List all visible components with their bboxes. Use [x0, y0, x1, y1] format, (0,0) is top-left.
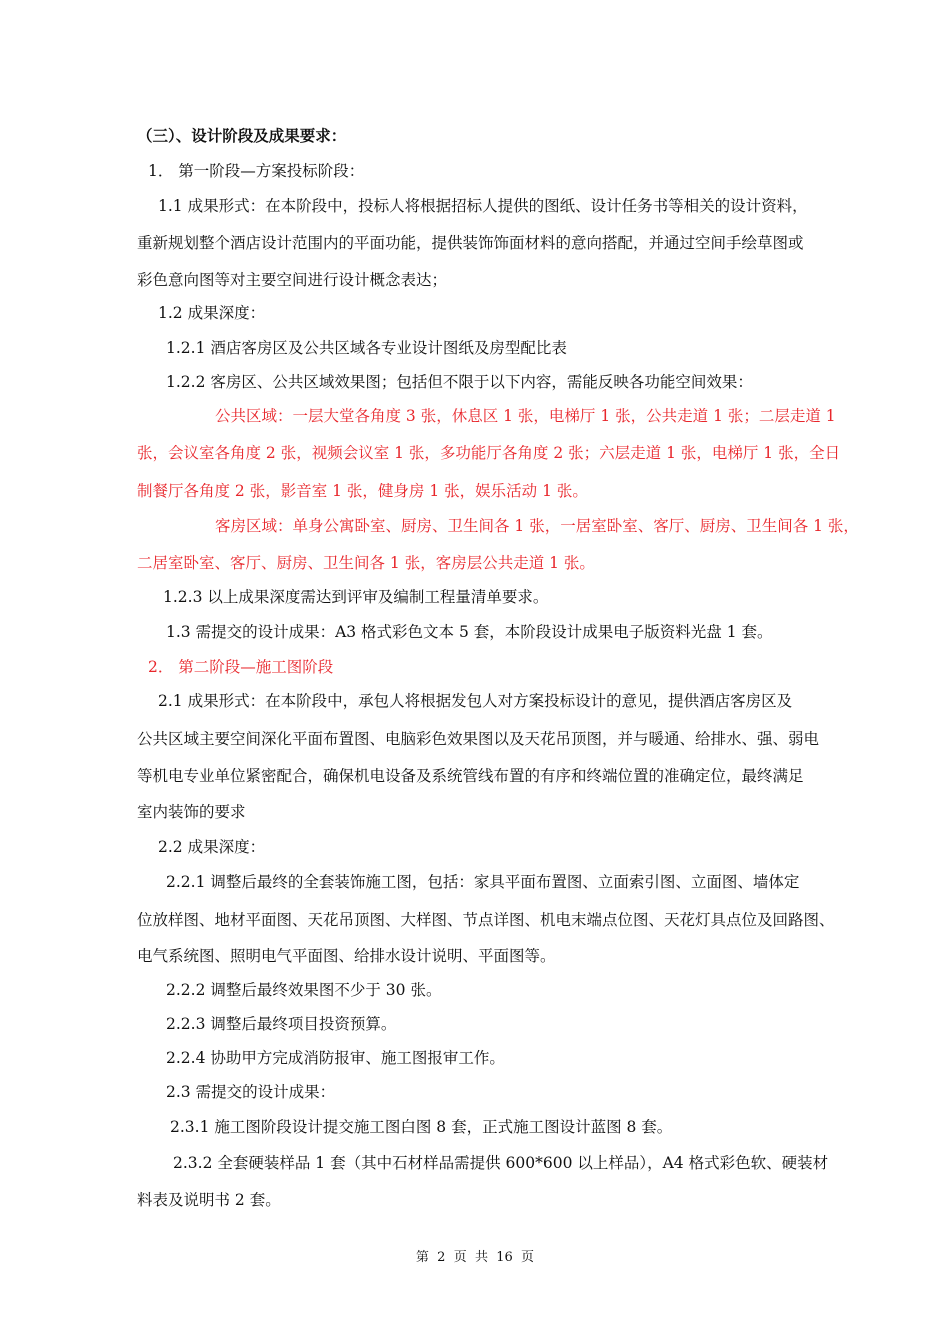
para-2-2-3: 2.2.3 调整后最终项目投资预算。	[166, 1015, 397, 1033]
section-heading: （三）、设计阶段及成果要求：	[137, 126, 347, 145]
room-area-line1: 客房区域：单身公寓卧室、厨房、卫生间各 1 张，一居室卧室、客厅、厨房、卫生间各 1 张，	[215, 517, 859, 535]
para-2-2-1-line2: 位放样图、地材平面图、天花吊顶图、大样图、节点详图、机电末端点位图、天花灯具点位及回路图、	[137, 911, 835, 929]
para-1-1-line1: 1.1 成果形式：在本阶段中，投标人将根据招标人提供的图纸、设计任务书等相关的设计资料，	[158, 197, 808, 215]
para-1-3: 1.3 需提交的设计成果：A3 格式彩色文本 5 套，本阶段设计成果电子版资料光盘 1 套。	[166, 623, 773, 641]
stage1-title: 1． 第一阶段—方案投标阶段：	[148, 162, 365, 180]
public-area-line3: 制餐厅各角度 2 张，影音室 1 张，健身房 1 张，娱乐活动 1 张。	[137, 482, 588, 500]
para-2-3-1: 2.3.1 施工图阶段设计提交施工图白图 8 套，正式施工图设计蓝图 8 套。	[170, 1118, 673, 1136]
para-2-1-line2: 公共区域主要空间深化平面布置图、电脑彩色效果图以及天花吊顶图，并与暖通、给排水、强、弱电	[137, 730, 820, 748]
para-2-3-2-line2: 料表及说明书 2 套。	[137, 1191, 281, 1209]
para-2-1-line4: 室内装饰的要求	[137, 803, 246, 821]
para-2-3-2-line1: 2.3.2 全套硬装样品 1 套（其中石材样品需提供 600*600 以上样品），A4 格式彩色软、硬装材	[173, 1154, 829, 1172]
room-area-line2: 二居室卧室、客厅、厨房、卫生间各 1 张，客房层公共走道 1 张。	[137, 554, 595, 572]
para-2-2-1-line3: 电气系统图、照明电气平面图、给排水设计说明、平面图等。	[137, 947, 556, 965]
para-2-2-4: 2.2.4 协助甲方完成消防报审、施工图报审工作。	[166, 1049, 505, 1067]
stage2-title: 2． 第二阶段—施工图阶段	[148, 658, 334, 676]
para-2-2-1-line1: 2.2.1 调整后最终的全套装饰施工图，包括：家具平面布置图、立面索引图、立面图、墙体定	[166, 873, 800, 891]
para-1-2-2: 1.2.2 客房区、公共区域效果图；包括但不限于以下内容，需能反映各功能空间效果：	[166, 373, 753, 391]
para-2-2: 2.2 成果深度：	[158, 838, 266, 856]
page-footer: 第 2 页 共 16 页	[415, 1250, 535, 1265]
para-2-2-2: 2.2.2 调整后最终效果图不少于 30 张。	[166, 981, 442, 999]
para-1-2: 1.2 成果深度：	[158, 304, 266, 322]
para-1-2-3: 1.2.3 以上成果深度需达到评审及编制工程量清单要求。	[163, 588, 549, 606]
para-1-1-line2: 重新规划整个酒店设计范围内的平面功能，提供装饰饰面材料的意向搭配，并通过空间手绘草图或	[137, 234, 804, 252]
para-2-3: 2.3 需提交的设计成果：	[166, 1083, 336, 1101]
public-area-line2: 张，会议室各角度 2 张，视频会议室 1 张，多功能厅各角度 2 张；六层走道 1 张，电梯厅 1 张，全日	[137, 444, 841, 462]
para-1-2-1: 1.2.1 酒店客房区及公共区域各专业设计图纸及房型配比表	[166, 339, 567, 357]
public-area-line1: 公共区域：一层大堂各角度 3 张，休息区 1 张，电梯厅 1 张，公共走道 1 张；二层走道 1	[215, 407, 836, 425]
para-2-1-line3: 等机电专业单位紧密配合，确保机电设备及系统管线布置的有序和终端位置的准确定位，最终满足	[137, 767, 804, 785]
para-1-1-line3: 彩色意向图等对主要空间进行设计概念表达；	[137, 271, 448, 289]
para-2-1-line1: 2.1 成果形式：在本阶段中，承包人将根据发包人对方案投标设计的意见，提供酒店客房区及	[158, 692, 793, 710]
